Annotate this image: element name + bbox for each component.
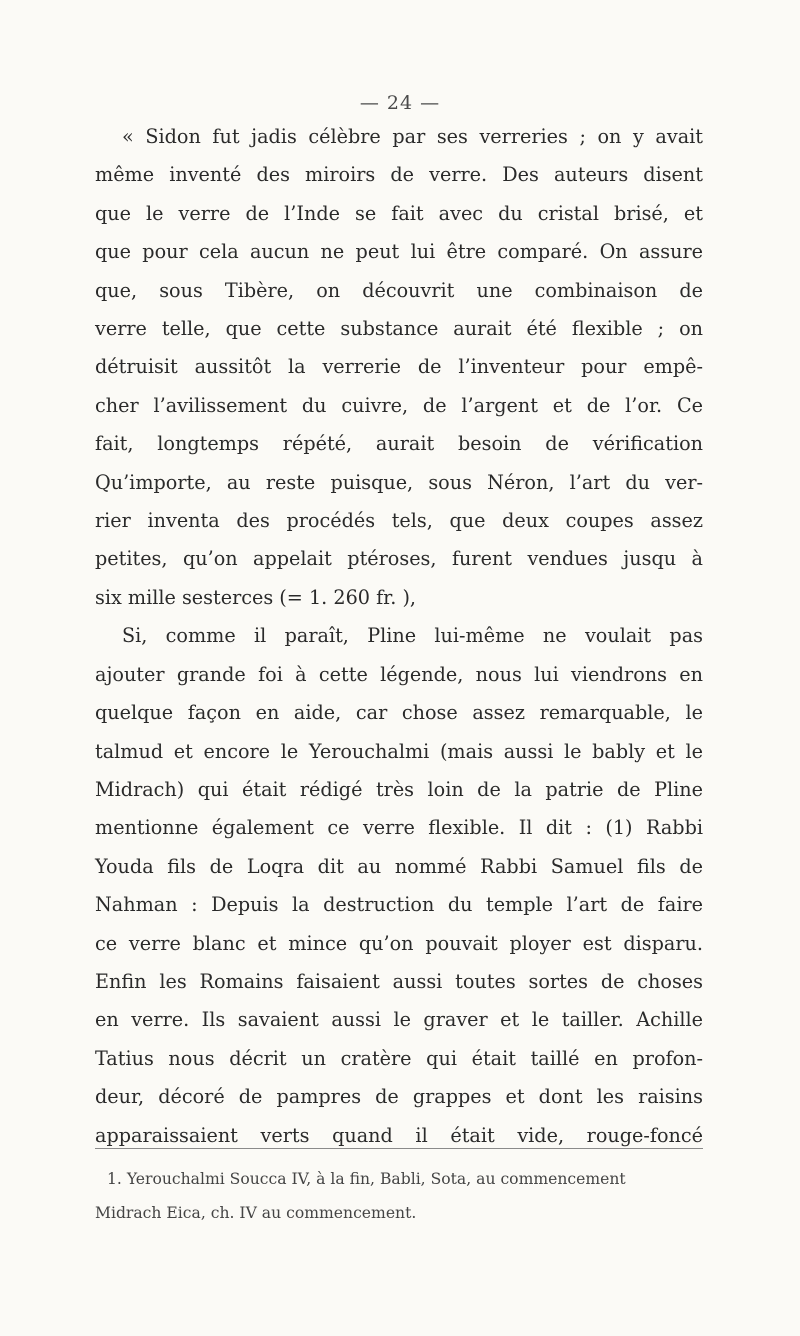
text-line: que le verre de l’Inde se fait avec du cristal brisé, et (95, 201, 703, 225)
text-line: même inventé des miroirs de verre. Des auteurs disent (95, 163, 703, 187)
text-line: Midrach) qui était rédigé très loin de la patrie de Pline (95, 777, 703, 801)
footnote-line: 1. Yerouchalmi Soucca IV, à la fin, Babli, Sota, au commencement (107, 1170, 626, 1188)
footnote-divider (95, 1148, 703, 1149)
text-line: petites, qu’on appelait ptéroses, furent vendues jusqu à (95, 547, 703, 571)
text-line: talmud et encore le Yerouchalmi (mais aussi le bably et le (95, 739, 703, 763)
text-line: fait, longtemps répété, aurait besoin de vérification (95, 432, 703, 456)
text-line: ce verre blanc et mince qu’on pouvait ployer est disparu. (95, 931, 703, 955)
text-line: Tatius nous décrit un cratère qui était taillé en profon- (95, 1046, 703, 1070)
footnote-line: Midrach Eica, ch. IV au commencement. (95, 1204, 417, 1222)
text-line: rier inventa des procédés tels, que deux coupes assez (95, 509, 703, 533)
text-line: verre telle, que cette substance aurait été flexible ; on (95, 317, 703, 341)
text-line: « Sidon fut jadis célèbre par ses verreries ; on y avait (122, 125, 703, 148)
footnotes (95, 1162, 703, 1230)
page-number: — 24 — (359, 92, 441, 114)
text-line: Enfin les Romains faisaient aussi toutes sortes de choses (95, 969, 703, 993)
text-line: Si, comme il paraît, Pline lui-même ne voulait pas (122, 624, 703, 648)
text-line: Youda fils de Loqra dit au nommé Rabbi Samuel fils de (95, 854, 703, 878)
text-line: six mille sesterces (= 1. 260 fr. ), (95, 585, 417, 609)
text-line: deur, décoré de pampres de grappes et dont les raisins (95, 1085, 703, 1109)
text-line: cher l’avilissement du cuivre, de l’argent et de l’or. Ce (95, 393, 703, 417)
text-line: mentionne également ce verre flexible. Il dit : (1) Rabbi (95, 816, 703, 840)
text-line: Nahman : Depuis la destruction du temple l’art de faire (95, 893, 703, 917)
body-text (95, 118, 703, 1155)
text-line: que, sous Tibère, on découvrit une combinaison de (95, 278, 703, 302)
text-line: que pour cela aucun ne peut lui être comparé. On assure (95, 240, 703, 264)
text-line: apparaissaient verts quand il était vide, rouge-foncé (95, 1123, 703, 1147)
text-line: en verre. Ils savaient aussi le graver et le tailler. Achille (95, 1008, 703, 1032)
text-line: quelque façon en aide, car chose assez remarquable, le (95, 701, 703, 725)
text-line: détruisit aussitôt la verrerie de l’inventeur pour empê- (95, 355, 703, 379)
text-line: Qu’importe, au reste puisque, sous Néron, l’art du ver- (95, 470, 703, 494)
text-line: ajouter grande foi à cette légende, nous lui viendrons en (95, 662, 703, 686)
